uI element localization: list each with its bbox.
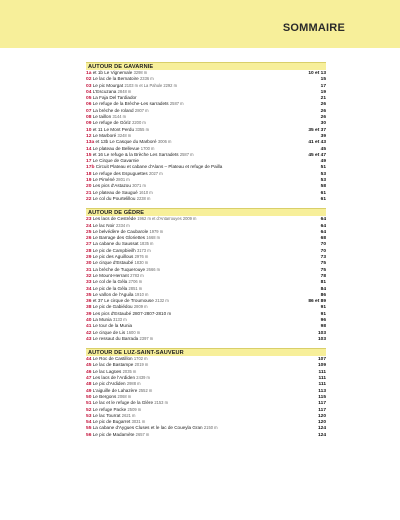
- hike-number: 36: [86, 299, 92, 305]
- hike-number: 20: [86, 184, 92, 190]
- hike-altitude: 2068 m: [117, 393, 132, 399]
- hike-number: 41: [86, 324, 92, 330]
- hike-altitude: 2807 m: [134, 107, 149, 113]
- hike-name: Les lacs de l'Ardiden: [92, 375, 135, 381]
- hike-name: Le Mount-Herrant: [92, 272, 129, 278]
- hike-name: La brèche de Tuquerouye: [92, 266, 146, 272]
- hike-number: 50: [86, 394, 92, 400]
- hike-name: Le plateau de Bellevue: [92, 145, 140, 151]
- hike-altitude: 2621 m: [121, 412, 136, 418]
- hike-number: 21: [86, 190, 92, 196]
- page-number: 124: [317, 432, 326, 438]
- hike-name: Le refuge Packe: [92, 406, 127, 412]
- hike-altitude: 2200 m: [132, 120, 146, 126]
- hike-number: 05: [86, 96, 92, 102]
- hike-number: 24: [86, 223, 92, 229]
- hike-number: 30: [86, 261, 92, 267]
- page-number: 81: [320, 280, 326, 286]
- page-number: 49: [320, 159, 326, 165]
- page-number: 26: [320, 115, 326, 121]
- hike-name: La Faja Del Tardiador: [92, 95, 137, 101]
- hike-number: 34: [86, 286, 92, 292]
- hike-name: Les lacs de Cestrède: [92, 216, 136, 222]
- hike-name: Le col du Pourtelillou: [92, 195, 136, 201]
- hike-altitude: 2153 m: [154, 400, 168, 406]
- page-number: 75: [320, 261, 326, 267]
- entry-list: [86, 70, 326, 202]
- hike-number: 31: [86, 267, 92, 273]
- page-number: 103: [317, 330, 326, 336]
- hike-number: 12: [86, 133, 92, 139]
- hike-altitude: 2976 m: [134, 254, 149, 260]
- page-number: 30: [320, 121, 326, 127]
- table-of-contents: [86, 62, 326, 438]
- hike-altitude: 2809 m: [133, 304, 148, 310]
- hike-name: Le Roc de Castillon: [92, 356, 133, 362]
- hike-name: Le col de la Géla: [92, 279, 128, 285]
- hike-number: 17: [86, 159, 92, 165]
- hike-name: Le lac de Bastampe: [92, 362, 134, 368]
- page-number: 96: [320, 317, 326, 323]
- hike-number: 55: [86, 426, 92, 432]
- hike-number: 42: [86, 330, 92, 336]
- hike-name: Le ressaut du Barrada: [92, 335, 139, 341]
- page-number: 73: [320, 255, 326, 261]
- hike-altitude: 3031 m: [131, 419, 146, 425]
- page-number: 35 et 37: [308, 127, 326, 133]
- section-heading: AUTOUR DE GÈDRE: [86, 208, 326, 216]
- hike-name: Le pic de Madamète: [92, 431, 135, 437]
- page-number: 109: [317, 363, 326, 369]
- page-number: 115: [318, 394, 326, 400]
- hike-name: Le Marboré: [92, 132, 117, 138]
- hike-number: 28: [86, 248, 92, 254]
- hike-altitude: 2019 m: [134, 362, 149, 368]
- hike-number: 40: [86, 317, 92, 323]
- hike-number: 51: [86, 401, 92, 407]
- page-number: 111: [318, 369, 326, 375]
- hike-name: Le lac de la Bernatoire: [92, 76, 139, 82]
- hike-number: 06: [86, 102, 92, 108]
- page-header: [0, 0, 400, 48]
- hike-altitude: 2336 m: [140, 76, 154, 82]
- hike-name: Circuit Plateau et cabane d'Alans – Plateau et refuge de Pailla: [95, 164, 223, 170]
- page-number: 64: [320, 217, 326, 223]
- hike-altitude: 1600 m: [126, 329, 141, 335]
- hike-name: L'Escuzana: [92, 88, 117, 94]
- hike-number: 08: [86, 115, 92, 121]
- page-number: 111: [318, 376, 326, 382]
- hike-altitude: 2587 m: [179, 151, 194, 157]
- page-number: 53: [320, 178, 326, 184]
- hike-name: L'aiguille de Lahazère: [92, 387, 138, 393]
- hike-number: 18: [86, 171, 92, 177]
- page-number: 120: [317, 420, 326, 426]
- hike-number: 38: [86, 305, 92, 311]
- page-number: 111: [318, 382, 326, 388]
- hike-altitude: 1700 m: [140, 145, 155, 151]
- hike-altitude: 2509 m: [127, 406, 142, 412]
- hike-name: La Munia: [92, 316, 112, 322]
- hike-name: Le pic de la Géla: [92, 285, 128, 291]
- page-number: 10 et 13: [308, 71, 326, 76]
- hike-name: Le lac Lagües: [92, 368, 122, 374]
- hike-name: Le pic de Gabiédou: [92, 304, 133, 310]
- hike-altitude: 3071 m: [132, 183, 146, 189]
- page-number: 68: [320, 236, 326, 242]
- page-number: 124: [317, 426, 326, 432]
- hike-number: 39: [86, 311, 92, 317]
- page-number: 75: [320, 267, 326, 273]
- hike-name: et 37 Le cirque de Troumouse: [92, 298, 154, 304]
- entry-list: [86, 216, 326, 342]
- toc-entry[interactable]: [86, 196, 326, 202]
- hike-altitude: 2848 m: [117, 88, 132, 94]
- toc-entry[interactable]: [86, 336, 326, 342]
- hike-altitude: 3248 m: [117, 132, 132, 138]
- toc-section: [86, 208, 326, 342]
- hike-number: 43: [86, 336, 92, 342]
- hike-number: 1a: [86, 71, 92, 76]
- hike-altitude: 3298 m: [133, 70, 148, 75]
- hike-number: 25: [86, 229, 92, 235]
- hike-number: 14: [86, 146, 92, 152]
- hike-number: 13a: [86, 140, 95, 146]
- hike-altitude: 3355 m: [135, 126, 149, 132]
- page-number: 84: [320, 286, 326, 292]
- hike-number: 35: [86, 292, 92, 298]
- page-number: 15: [320, 77, 326, 83]
- hike-number: 32: [86, 273, 92, 279]
- page-number: 58: [320, 184, 326, 190]
- page-number: 51: [320, 165, 326, 171]
- page-number: 117: [318, 407, 326, 413]
- hike-name: Le pic des Aguillous: [92, 254, 134, 260]
- section-heading: AUTOUR DE GAVARNIE: [86, 62, 326, 70]
- page-number: 86: [320, 292, 326, 298]
- hike-name: Le cirque d'Estaubé: [92, 260, 134, 266]
- hike-altitude: 2657 m: [135, 431, 150, 437]
- hike-number: 49: [86, 388, 92, 394]
- page-number: 86 et 89: [308, 299, 326, 305]
- hike-number: 45: [86, 363, 92, 369]
- hike-name: La cabane d'Aygues Cluses et le lac de Coueyla Gran: [92, 425, 203, 431]
- page-number: 19: [320, 89, 326, 95]
- page-title: SOMMAIRE: [282, 22, 345, 34]
- hike-altitude: 1962 m et d'Antarrouyes 2009 m: [137, 216, 197, 222]
- hike-name: Les pics d'Astazou: [92, 183, 131, 189]
- page-number: 70: [320, 242, 326, 248]
- hike-altitude: 3173 m: [136, 247, 151, 253]
- hike-number: 03: [86, 83, 92, 89]
- hike-number: 29: [86, 255, 92, 261]
- hike-name: Le cirque de Lis: [92, 329, 126, 335]
- page-number: 39: [320, 133, 326, 139]
- hike-number: 33: [86, 280, 92, 286]
- page-number: 17: [320, 83, 326, 89]
- hike-altitude: 2238 m: [136, 195, 151, 201]
- hike-altitude: 2027 m: [148, 170, 163, 176]
- page-number: 26: [320, 108, 326, 114]
- toc-section: [86, 62, 326, 202]
- hike-number: 54: [86, 420, 92, 426]
- page-number: 53: [320, 171, 326, 177]
- hike-number: 27: [86, 242, 92, 248]
- hike-name: Le Barrage des Gloriettes: [92, 235, 146, 241]
- hike-number: 48: [86, 382, 92, 388]
- page-number: 61: [320, 190, 326, 196]
- hike-number: 17b: [86, 165, 95, 171]
- hike-name: Le refuge des Espuguettes: [92, 170, 148, 176]
- hike-name: Le pic de Bugarret: [92, 419, 131, 425]
- hike-altitude: 2334 m: [116, 222, 130, 228]
- page-number: 26: [320, 102, 326, 108]
- page-number: 91: [320, 311, 326, 317]
- page-number: 103: [317, 336, 326, 342]
- toc-section: [86, 348, 326, 438]
- hike-altitude: 2150 m: [203, 425, 218, 431]
- hike-altitude: 1835 m: [139, 241, 154, 247]
- page-number: 41 et 43: [308, 140, 326, 146]
- hike-number: 23: [86, 217, 92, 223]
- hike-altitude: 2587 m: [169, 101, 184, 107]
- hike-altitude: 1668 m: [146, 235, 161, 241]
- hike-name: et 11 Le Mont Perdu: [92, 126, 135, 132]
- hike-name: La cabane du Saussat: [92, 241, 139, 247]
- hike-number: 47: [86, 376, 92, 382]
- hike-altitude: 3133 m: [112, 316, 127, 322]
- toc-entry[interactable]: [86, 432, 326, 438]
- hike-altitude: 2552 m: [138, 387, 153, 393]
- page-number: 45 et 47: [308, 152, 326, 158]
- hike-altitude: 2988 m: [126, 381, 141, 387]
- hike-name: Le pic Mourgat: [92, 82, 124, 88]
- hike-name: La brèche de roland: [92, 107, 134, 113]
- page-number: 45: [320, 146, 326, 152]
- page-number: 117: [318, 401, 326, 407]
- hike-number: 22: [86, 196, 92, 202]
- hike-number: 10: [86, 127, 92, 133]
- hike-altitude: 3006 m: [157, 139, 172, 145]
- hike-altitude: 2132 m: [155, 298, 169, 304]
- page-number: 91: [320, 305, 326, 311]
- hike-number: 26: [86, 236, 92, 242]
- hike-altitude: 2783 m: [130, 272, 144, 278]
- page-number: 98: [320, 324, 326, 330]
- hike-number: 19: [86, 178, 92, 184]
- hike-altitude: 2397 m: [139, 335, 154, 341]
- hike-altitude: 2103 m et La Pahule 2292 m: [124, 82, 178, 88]
- hike-altitude: 2439 m: [136, 375, 150, 381]
- page-number: 78: [320, 273, 326, 279]
- hike-name: et 13b Le Casque du Marboré: [95, 139, 157, 145]
- hike-name: Le Cirque de Gavarnie: [92, 158, 139, 164]
- hike-number: 09: [86, 121, 92, 127]
- page-number: 113: [318, 388, 326, 394]
- hike-name: Le pic d'Ardiden: [92, 381, 126, 387]
- hike-name: Le plateau de Saugué: [92, 189, 138, 195]
- page-number: 120: [317, 413, 326, 419]
- hike-altitude: 2035 m: [122, 368, 137, 374]
- hike-name: Le lac et le refuge de la Glère: [92, 400, 154, 406]
- hike-number: 56: [86, 432, 92, 438]
- hike-name: Le vallon de l'Aguila: [92, 291, 134, 297]
- hike-altitude: 1910 m: [134, 291, 149, 297]
- hike-name: Le refuge de la Brèche-Les sarradets: [92, 101, 169, 107]
- hike-altitude: 1979 m: [149, 228, 164, 234]
- hike-name: Le Bergons: [92, 393, 117, 399]
- hike-altitude: 2851 m: [128, 285, 143, 291]
- hike-number: 15: [86, 152, 92, 158]
- hike-altitude: 2706 m: [128, 279, 143, 285]
- hike-name: Le pic de Campbieilh: [92, 247, 136, 253]
- hike-name: Le Piméné: [92, 177, 115, 183]
- page-number: 61: [320, 196, 326, 202]
- hike-altitude: 1702 m: [133, 356, 148, 362]
- page-number: 70: [320, 248, 326, 254]
- hike-name: Le refuge de Góriz: [92, 120, 131, 126]
- hike-number: 04: [86, 89, 92, 95]
- hike-name: Le lac Tourrat: [92, 412, 121, 418]
- page-number: 64: [320, 229, 326, 235]
- hike-name: Le tour de la Munia: [92, 323, 133, 329]
- section-heading: AUTOUR DE LUZ-SAINT-SAUVEUR: [86, 348, 326, 356]
- hike-name: Le taillon: [92, 114, 112, 120]
- hike-altitude: 1610 m: [139, 189, 153, 195]
- hike-number: 52: [86, 407, 92, 413]
- hike-number: 02: [86, 77, 92, 83]
- hike-altitude: 2666 m: [146, 266, 161, 272]
- page-number: 107: [317, 357, 326, 363]
- hike-number: 07: [86, 108, 92, 114]
- hike-altitude: 3144 m: [112, 114, 127, 120]
- hike-name: et 1b Le Vignemale: [92, 70, 133, 75]
- hike-name: Le belvédère de Caubarole: [92, 228, 149, 234]
- entry-list: [86, 356, 326, 438]
- hike-altitude: 2801 m: [116, 177, 130, 183]
- hike-name: Le lac Noir: [92, 222, 115, 228]
- page-number: 21: [320, 96, 326, 102]
- hike-name: et 16 Le refuge & la Brèche Les Sarradets: [92, 151, 179, 157]
- page-number: 64: [320, 223, 326, 229]
- hike-number: 53: [86, 413, 92, 419]
- hike-altitude: 1830 m: [134, 260, 149, 266]
- hike-number: 46: [86, 369, 92, 375]
- hike-number: 44: [86, 357, 92, 363]
- hike-name: Les pics d'Estaubé 2807-2807-2810 m: [92, 310, 172, 316]
